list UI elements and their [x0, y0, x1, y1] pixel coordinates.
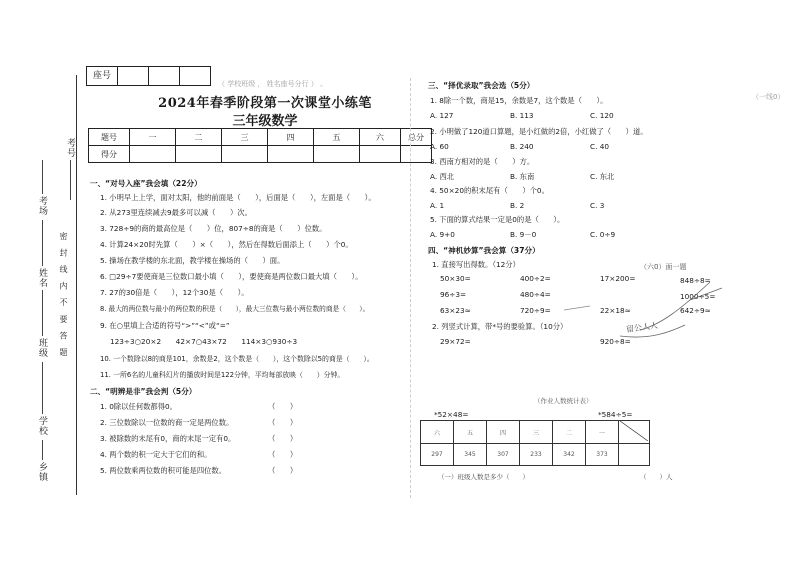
- seat-cell-1[interactable]: [117, 67, 148, 85]
- oral-calc-item[interactable]: 480÷4=: [520, 290, 551, 299]
- score-header-cell: 一: [130, 129, 176, 146]
- section2-item: 4. 两个数的积一定大于它们的和。: [100, 450, 212, 459]
- oral-calc-item[interactable]: 22×18≈: [600, 306, 631, 315]
- option-b[interactable]: B. 东南: [510, 172, 535, 181]
- score-header-cell: 三: [222, 129, 268, 146]
- grid-cell: 342: [553, 444, 586, 466]
- vertical-calc-item[interactable]: 920÷8=: [600, 337, 631, 346]
- score-cell[interactable]: [222, 146, 268, 163]
- section3-question: 5. 下面的算式结果一定是0的是（ ）。: [430, 215, 565, 224]
- page-title: 2024年春季阶段第一次课堂小练笔: [158, 96, 372, 111]
- oral-calc-item[interactable]: 17×200=: [600, 274, 636, 283]
- side-exam-no: 考号: [65, 138, 75, 158]
- page-subtitle: 三年级数学: [232, 114, 298, 129]
- seat-line[interactable]: [42, 160, 43, 194]
- seat-cell-2[interactable]: [148, 67, 179, 85]
- school-line[interactable]: [42, 362, 43, 414]
- option-c[interactable]: C. 3: [590, 201, 605, 210]
- judge-mark[interactable]: （ ）: [268, 402, 298, 411]
- grid-corner-cell: [619, 421, 650, 444]
- section1-item: 6. □29÷7要使商是三位数口最小填（ ），要使商是两位数口最大填（ ）。: [100, 272, 363, 281]
- option-a[interactable]: A. 127: [430, 111, 454, 120]
- grid-cell: 297: [421, 444, 454, 466]
- side-school: 学校: [37, 416, 47, 436]
- oral-calc-item[interactable]: 63×23≈: [440, 306, 471, 315]
- district-line[interactable]: [42, 440, 43, 460]
- option-a[interactable]: A. 西北: [430, 172, 455, 181]
- judge-mark[interactable]: （ ）: [268, 418, 298, 427]
- vertical-calc-item[interactable]: 29×72=: [440, 337, 471, 346]
- section1-item: 11. 一所6名的儿童科幻片的播放时间是122分钟，平均每部放映（ ）分钟。: [100, 371, 345, 379]
- section3-question: 3. 西南方相对的是（ ）方。: [430, 157, 535, 166]
- page-fold-line: [410, 78, 411, 498]
- section1-item: 4. 计算24×20时先算（ ）×（ ），然后在得数后面添上（ ）个0。: [100, 240, 353, 249]
- option-b[interactable]: B. 9－0: [510, 230, 537, 239]
- section1-item: 9. 在○里填上合适的符号“>”“<”或“=”: [100, 321, 230, 330]
- score-table: [88, 128, 432, 163]
- grid-left-label: *52×48=: [434, 410, 469, 419]
- section1-item: 10. 一个数除以8的商是101，余数是2，这个数是（ ），这个数除以5的商是（ ）。: [100, 355, 374, 363]
- option-b[interactable]: B. 240: [510, 142, 534, 151]
- faint-top-note: （ 学校班级 ， 姓名座号分行 ） 。: [218, 80, 328, 88]
- section1-item: 2. 从273里连续减去9最多可以减（ ）次。: [100, 208, 252, 217]
- section1-item-compare: 123÷3○20×2 42×7○43×72 114×3○930÷3: [110, 337, 298, 346]
- score-cell[interactable]: [314, 146, 360, 163]
- grid-cell: 一: [586, 421, 619, 444]
- score-row-label: 得分: [89, 146, 130, 163]
- handwritten-note: 留公人人: [625, 320, 659, 335]
- grid-cell: 307: [487, 444, 520, 466]
- section3-question: 4. 50×20的积末尾有（ ）个0。: [430, 186, 549, 195]
- side-district: 乡镇: [37, 462, 47, 482]
- option-a[interactable]: A. 60: [430, 142, 449, 151]
- oral-calc-item[interactable]: 50×30=: [440, 274, 471, 283]
- section1-item: 1. 小明早上上学，面对太阳，他的前面是（ ），后面是（ ），左面是（ ）。: [100, 193, 376, 202]
- judge-mark[interactable]: （ ）: [268, 434, 298, 443]
- section2-item: 2. 三位数除以一位数的商一定是两位数。: [100, 418, 234, 427]
- section1-item: 3. 728÷9的商的最高位是（ ）位，807÷8的商是（ ）位数。: [100, 224, 327, 233]
- section3-heading: 三、“择优录取”我会选（5分）: [428, 81, 535, 90]
- section2-item: 5. 两位数乘两位数的积可能是四位数。: [100, 466, 227, 475]
- grid-footer-left: （一）班级人数是多少（ ）: [438, 473, 529, 481]
- diagonal-line-icon: [620, 421, 648, 441]
- judge-mark[interactable]: （ ）: [268, 450, 298, 459]
- score-header-cell: 题号: [89, 129, 130, 146]
- score-cell[interactable]: [130, 146, 176, 163]
- score-cell[interactable]: [268, 146, 314, 163]
- grid-cell: 三: [520, 421, 553, 444]
- grid-cell: 五: [454, 421, 487, 444]
- name-line[interactable]: [42, 220, 43, 266]
- seat-cell-3[interactable]: [179, 67, 210, 85]
- option-b[interactable]: B. 2: [510, 201, 525, 210]
- option-a[interactable]: A. 9+0: [430, 230, 455, 239]
- oral-calc-item[interactable]: 642÷9≈: [680, 306, 711, 315]
- score-header-cell: 四: [268, 129, 314, 146]
- grid-cell: 373: [586, 444, 619, 466]
- pencil-scribble-icon: [560, 270, 730, 350]
- oral-calc-item[interactable]: 848÷8=: [680, 276, 711, 285]
- grid-cell: 345: [454, 444, 487, 466]
- section1-item: 8. 最大的两位数与最小的两位数的积是（ ），最大三位数与最小两位数的商是（ ）。: [100, 305, 370, 313]
- score-header-cell: 二: [176, 129, 222, 146]
- score-cell[interactable]: [176, 146, 222, 163]
- grid-mid-label: *584÷5=: [598, 410, 633, 419]
- section4-sub2: 2. 列竖式计算，带*号的要验算。（10分）: [432, 322, 568, 331]
- faint-right-note: （一线0）: [752, 93, 785, 101]
- grid-cell: 六: [421, 421, 454, 444]
- seat-number-box: [86, 66, 211, 86]
- seat-label: 座号: [92, 71, 111, 81]
- score-header-cell: 五: [314, 129, 360, 146]
- section1-item: 7. 27的30倍是（ ），12个30是（ ）。: [100, 288, 249, 297]
- score-cell[interactable]: [401, 146, 432, 163]
- side-seat: 考场: [37, 196, 47, 216]
- grid-cell: 四: [487, 421, 520, 444]
- grid-cell: 二: [553, 421, 586, 444]
- option-c[interactable]: C. 东北: [590, 172, 615, 181]
- option-c[interactable]: C. 0÷9: [590, 230, 616, 239]
- handwritten-note: （六0）面一题: [640, 263, 687, 271]
- judge-mark[interactable]: （ ）: [268, 466, 298, 475]
- section3-question: 2. 小明做了120道口算题，是小红做的2倍，小红做了（ ）道。: [430, 127, 648, 136]
- option-c[interactable]: C. 120: [590, 111, 614, 120]
- score-header-cell: 总分: [401, 129, 432, 146]
- oral-calc-item[interactable]: 1000÷5=: [680, 292, 716, 301]
- option-b[interactable]: B. 113: [510, 111, 534, 120]
- section2-item: 1. 0除以任何数都得0。: [100, 402, 177, 411]
- oral-calc-item[interactable]: 96÷3=: [440, 290, 467, 299]
- stats-table: [420, 420, 650, 466]
- section2-item: 3. 被除数的末尾有0，商的末尾一定有0。: [100, 434, 236, 443]
- oral-calc-item[interactable]: 400÷2=: [520, 274, 551, 283]
- section1-heading: 一、“对号入座”我会填（22分）: [90, 179, 202, 188]
- score-cell[interactable]: [360, 146, 401, 163]
- grid-caption: （作业人数统计表）: [534, 397, 593, 405]
- class-line[interactable]: [42, 290, 43, 336]
- seal-warning: 密 封 线 内 不 要 答 题: [59, 232, 68, 359]
- grid-footer-right[interactable]: （ ）人: [640, 473, 673, 481]
- exam-no-line[interactable]: [70, 160, 71, 200]
- side-name: 姓名: [37, 268, 47, 288]
- option-c[interactable]: C. 40: [590, 142, 610, 151]
- section1-item: 5. 操场在教学楼的东北面，教学楼在操场的（ ）面。: [100, 256, 285, 265]
- grid-cell: 233: [520, 444, 553, 466]
- oral-calc-item[interactable]: 720÷9=: [520, 306, 551, 315]
- section4-sub1: 1. 直接写出得数。（12分）: [432, 260, 520, 269]
- grid-cell: [619, 444, 650, 466]
- side-class: 班级: [37, 338, 47, 358]
- option-a[interactable]: A. 1: [430, 201, 445, 210]
- section4-heading: 四、“神机妙算”我会算（37分）: [428, 246, 540, 255]
- section2-heading: 二、“明辨是非”我会判（5分）: [90, 387, 197, 396]
- section3-question: 1. 8除一个数，商是15，余数是7，这个数是（ ）。: [430, 96, 608, 105]
- score-header-cell: 六: [360, 129, 401, 146]
